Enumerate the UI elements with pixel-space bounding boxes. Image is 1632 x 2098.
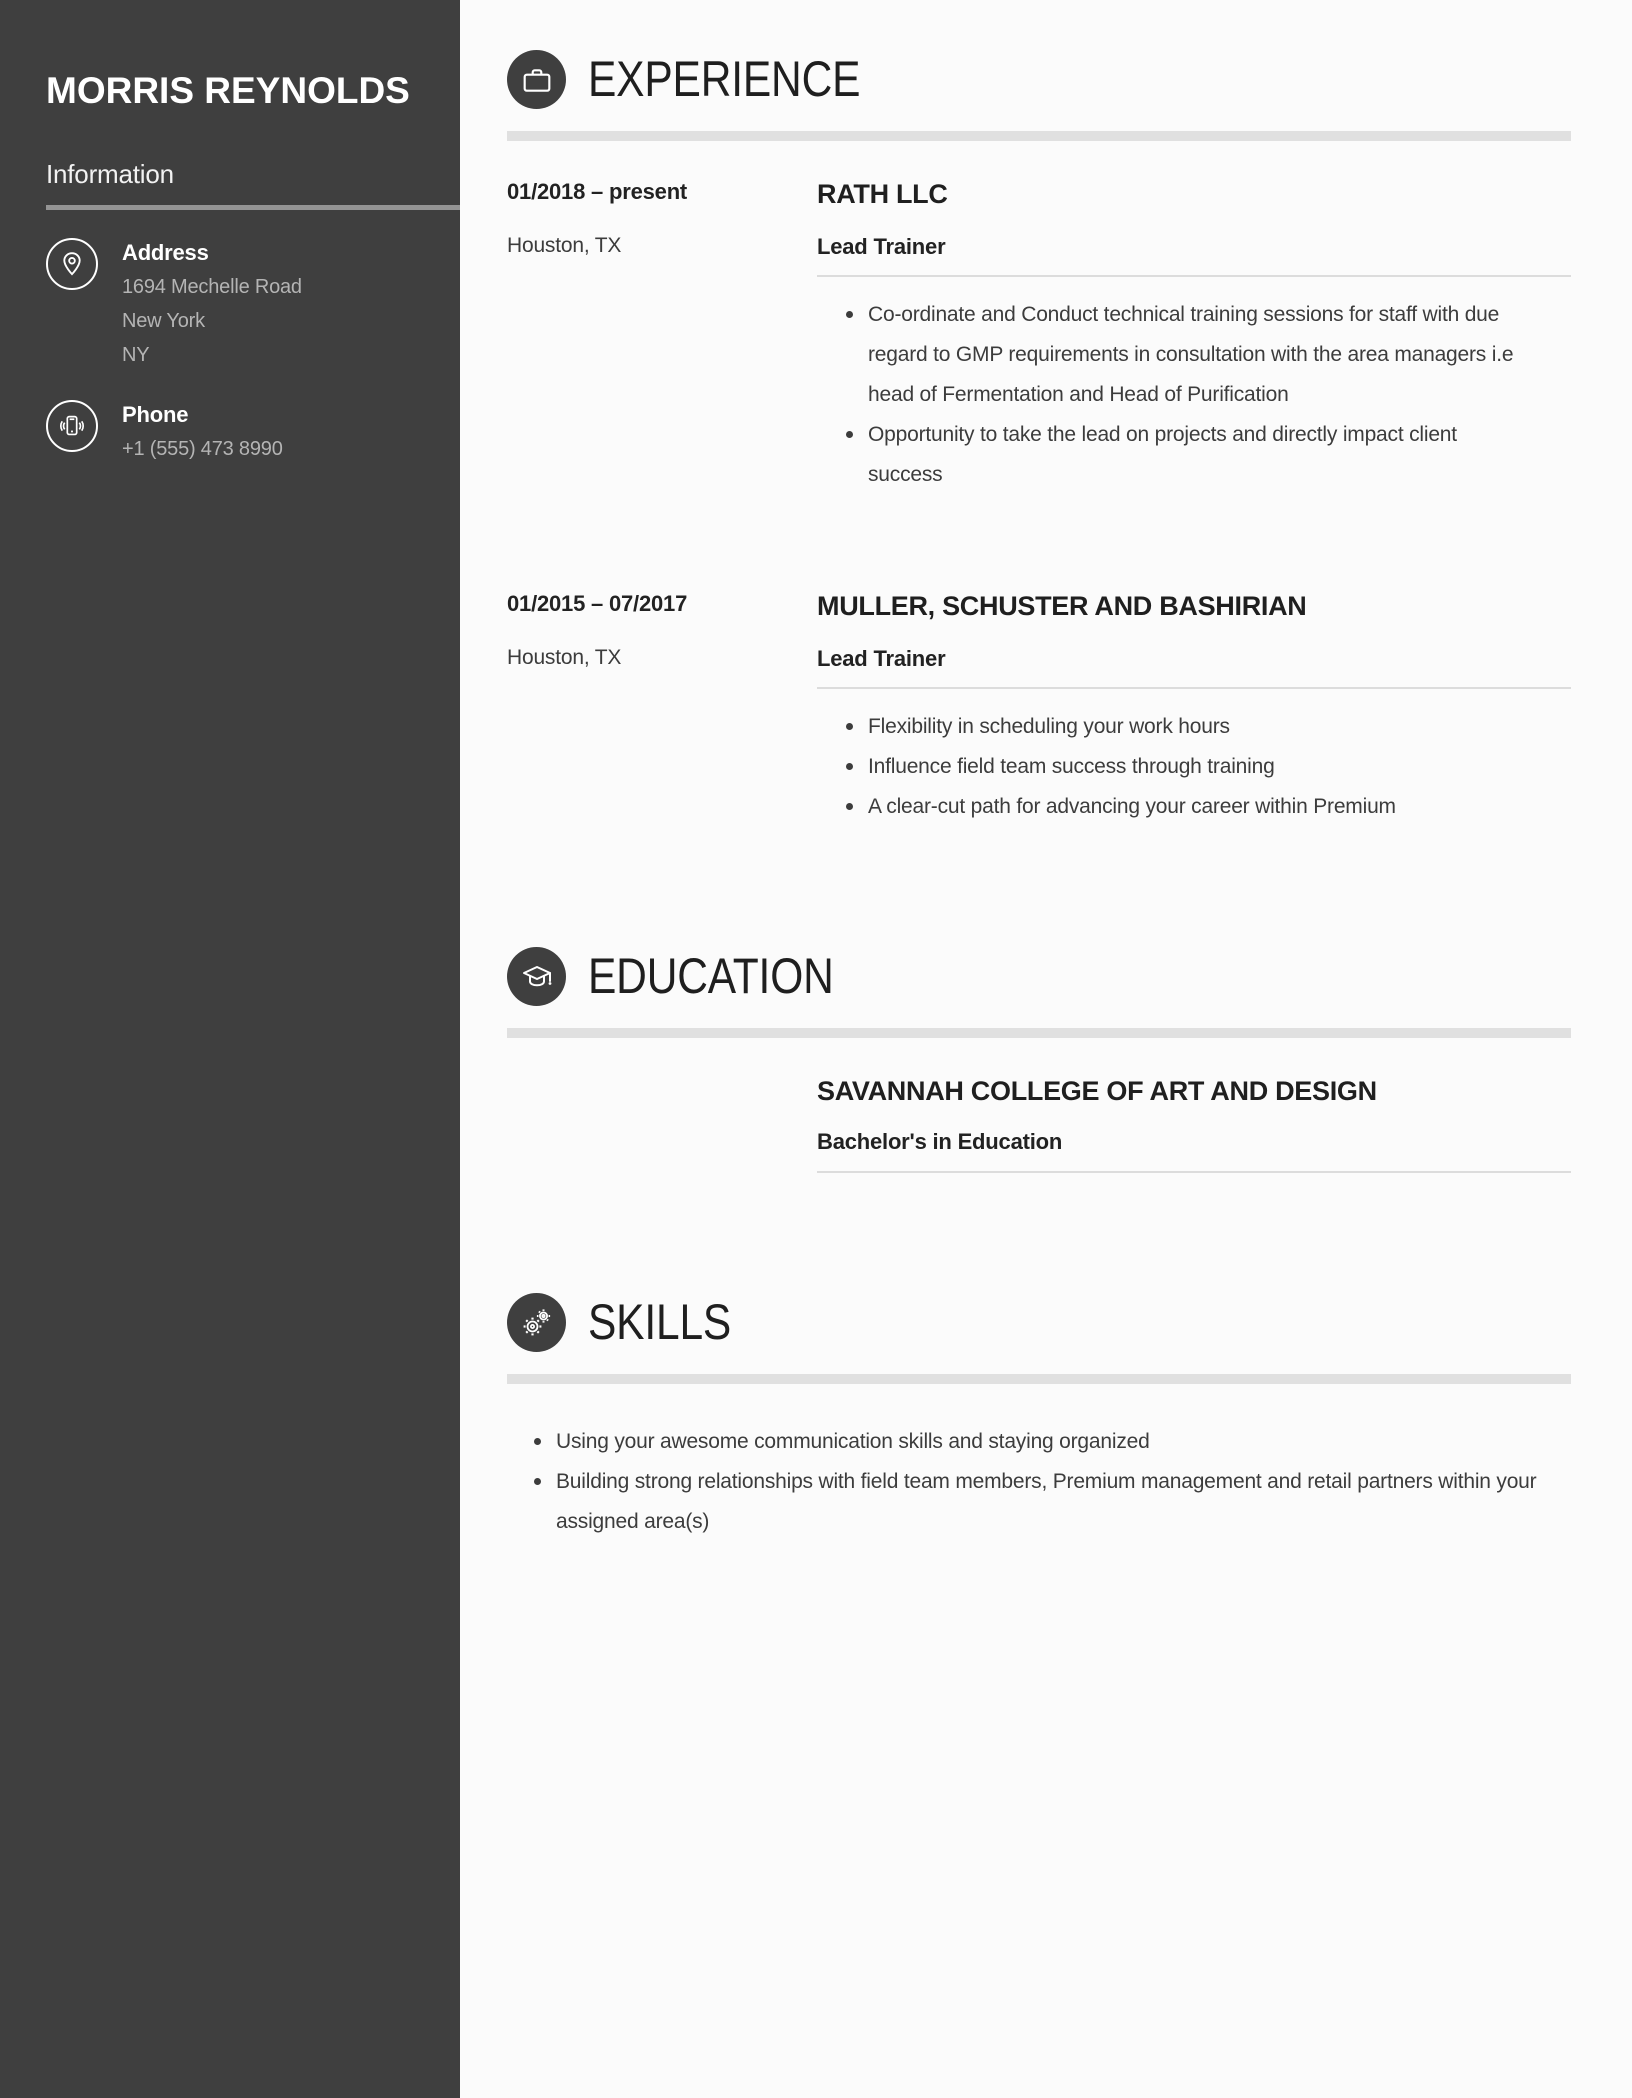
graduation-cap-icon: [507, 947, 566, 1006]
sidebar: [0, 0, 460, 2098]
experience-heading-bar: [507, 131, 1571, 141]
entry-dates: 01/2018 – present: [507, 179, 688, 204]
section-skills: [507, 1293, 1571, 1542]
education-title: EDUCATION: [588, 948, 834, 1004]
experience-entry: [507, 590, 1571, 827]
main-content: [460, 0, 1632, 2098]
skills-heading-bar: [507, 1374, 1571, 1384]
entry-dates: 01/2015 – 07/2017: [507, 591, 688, 616]
school-name: SAVANNAH COLLEGE OF ART AND DESIGN: [817, 1076, 1377, 1106]
skills-header: [507, 1293, 1571, 1352]
bullet-item: Influence field team success through training: [868, 747, 1536, 787]
entry-location: Houston, TX: [507, 646, 622, 669]
entry-location: Houston, TX: [507, 234, 622, 257]
address-line: New York: [122, 310, 205, 332]
entry-meta: [507, 1075, 817, 1173]
phone-icon: [46, 400, 98, 452]
entry-divider: [817, 687, 1571, 689]
address-block: [46, 238, 436, 372]
degree-name: Bachelor's in Education: [817, 1129, 1063, 1154]
phone-lines: [122, 432, 283, 466]
information-heading: Information: [46, 159, 174, 189]
address-label: Address: [122, 240, 209, 265]
address-line: NY: [122, 344, 150, 366]
company-name: MULLER, SCHUSTER AND BASHIRIAN: [817, 591, 1307, 621]
entry-divider: [817, 1171, 1571, 1173]
bullet-item: Opportunity to take the lead on projects and directly impact client success: [868, 415, 1536, 495]
education-entry: [507, 1075, 1571, 1173]
candidate-name: MORRIS REYNOLDS: [46, 70, 410, 111]
address-body: [122, 238, 302, 372]
entry-meta: [507, 590, 817, 827]
bullet-item: Using your awesome communication skills and staying organized: [556, 1422, 1541, 1462]
location-pin-icon: [46, 238, 98, 290]
phone-body: [122, 400, 283, 466]
section-education: [507, 947, 1571, 1173]
skills-bullet-list: [507, 1422, 1541, 1542]
experience-bullet-list: [817, 707, 1536, 827]
company-name: RATH LLC: [817, 179, 948, 209]
entry-divider: [817, 275, 1571, 277]
job-title: Lead Trainer: [817, 646, 946, 671]
information-divider: [46, 205, 460, 210]
education-header: [507, 947, 1571, 1006]
bullet-item: Co-ordinate and Conduct technical training sessions for staff with due regard to GMP requirements in consultation with the area managers i.e head of Fermentation and Head of Purification: [868, 295, 1536, 415]
experience-title: EXPERIENCE: [588, 51, 861, 107]
education-heading-bar: [507, 1028, 1571, 1038]
skills-title: SKILLS: [588, 1294, 732, 1350]
address-lines: [122, 270, 302, 372]
bullet-item: Flexibility in scheduling your work hours: [868, 707, 1536, 747]
briefcase-icon: [507, 50, 566, 109]
phone-block: [46, 400, 436, 466]
address-line: 1694 Mechelle Road: [122, 276, 302, 298]
entry-meta: [507, 178, 817, 495]
job-title: Lead Trainer: [817, 234, 946, 259]
phone-number: +1 (555) 473 8990: [122, 438, 283, 460]
experience-header: [507, 50, 1571, 109]
section-experience: [507, 50, 1571, 827]
entry-details: [817, 590, 1571, 827]
experience-bullet-list: [817, 295, 1536, 495]
phone-label: Phone: [122, 402, 189, 427]
bullet-item: Building strong relationships with field team members, Premium management and retail partners within your assigned area(s): [556, 1462, 1541, 1542]
experience-entry: [507, 178, 1571, 495]
entry-details: [817, 178, 1571, 495]
gears-icon: [507, 1293, 566, 1352]
entry-details: [817, 1075, 1571, 1173]
bullet-item: A clear-cut path for advancing your career within Premium: [868, 787, 1536, 827]
